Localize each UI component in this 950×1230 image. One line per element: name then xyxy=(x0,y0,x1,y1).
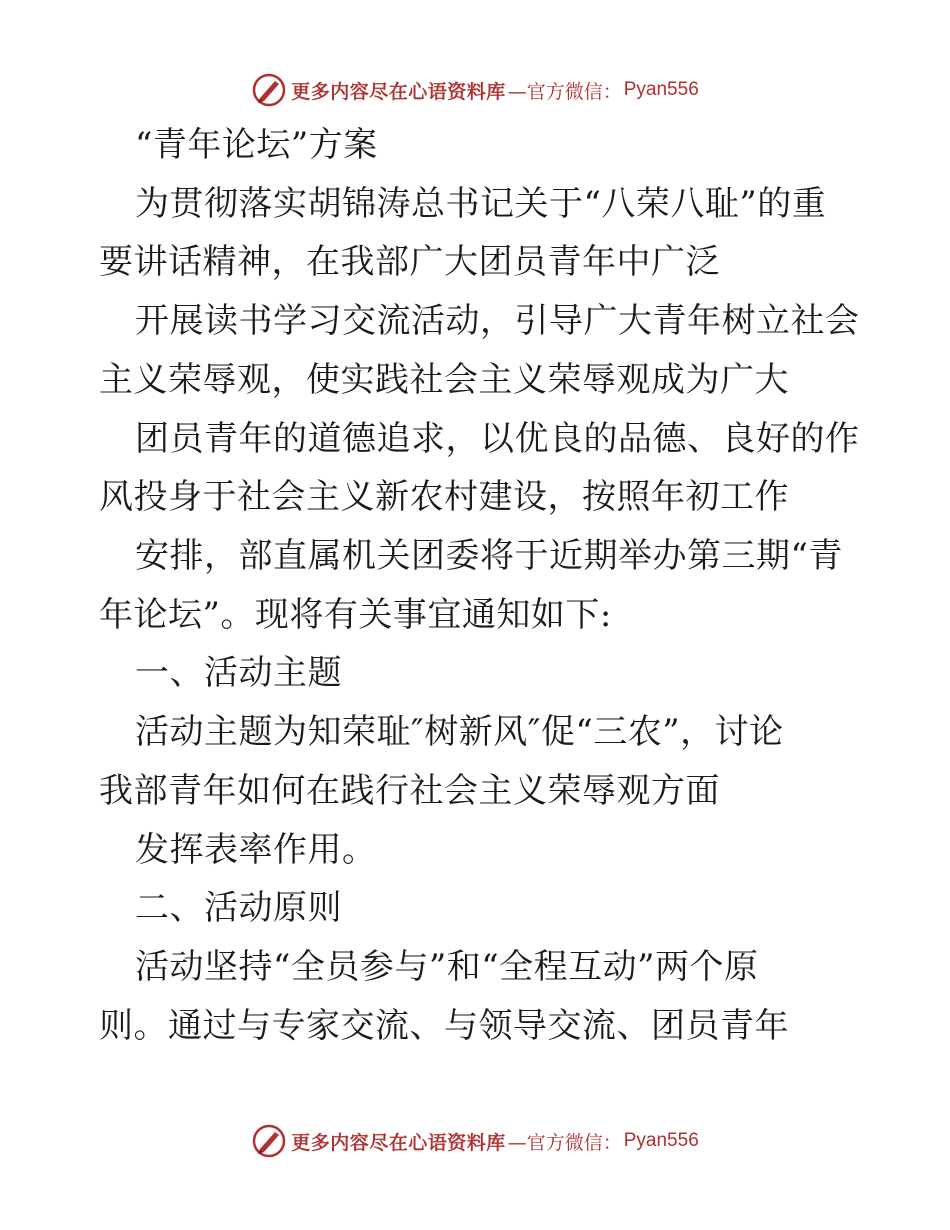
document-title: “青年论坛”方案 xyxy=(135,125,378,165)
paragraph-line: 主义荣辱观，使实践社会主义荣辱观成为广大 xyxy=(99,360,789,400)
paragraph-line: 安排，部直属机关团委将于近期举办第三期“青 xyxy=(135,536,843,576)
paragraph-line: 活动坚持“全员参与”和“全程互动”两个原 xyxy=(135,947,759,987)
banner-text: 更多内容尽在心语资料库 xyxy=(291,80,506,103)
paragraph-line: 发挥表率作用。 xyxy=(135,830,377,870)
section-heading: 一、活动主题 xyxy=(135,653,342,693)
paragraph-line: 要讲话精神，在我部广大团员青年中广泛 xyxy=(99,242,720,282)
pen-logo-icon xyxy=(251,1123,287,1159)
paragraph-line: 活动主题为知荣耻″树新风″促“三农”，讨论 xyxy=(135,712,784,752)
paragraph-line: 为贯彻落实胡锦涛总书记关于“八荣八耻”的重 xyxy=(135,184,827,224)
wechat-id: Pyan556 xyxy=(623,79,699,100)
paragraph-line: 年论坛”。现将有关事宜通知如下: xyxy=(99,595,612,635)
footer-watermark xyxy=(0,1121,950,1161)
paragraph-line: 团员青年的道德追求，以优良的品德、良好的作 xyxy=(135,419,860,459)
paragraph-line: 我部青年如何在践行社会主义荣辱观方面 xyxy=(99,771,720,811)
banner-text: 更多内容尽在心语资料库 xyxy=(291,1131,506,1154)
paragraph-line: 风投身于社会主义新农村建设，按照年初工作 xyxy=(99,477,789,517)
paragraph-line: 开展读书学习交流活动，引导广大青年树立社会 xyxy=(135,301,860,341)
banner-separator: —官方微信： xyxy=(507,80,622,103)
wechat-id: Pyan556 xyxy=(623,1130,699,1151)
paragraph-line: 则。通过与专家交流、与领导交流、团员青年 xyxy=(99,1006,789,1046)
banner-separator: —官方微信： xyxy=(507,1131,622,1154)
section-heading: 二、活动原则 xyxy=(135,888,342,928)
